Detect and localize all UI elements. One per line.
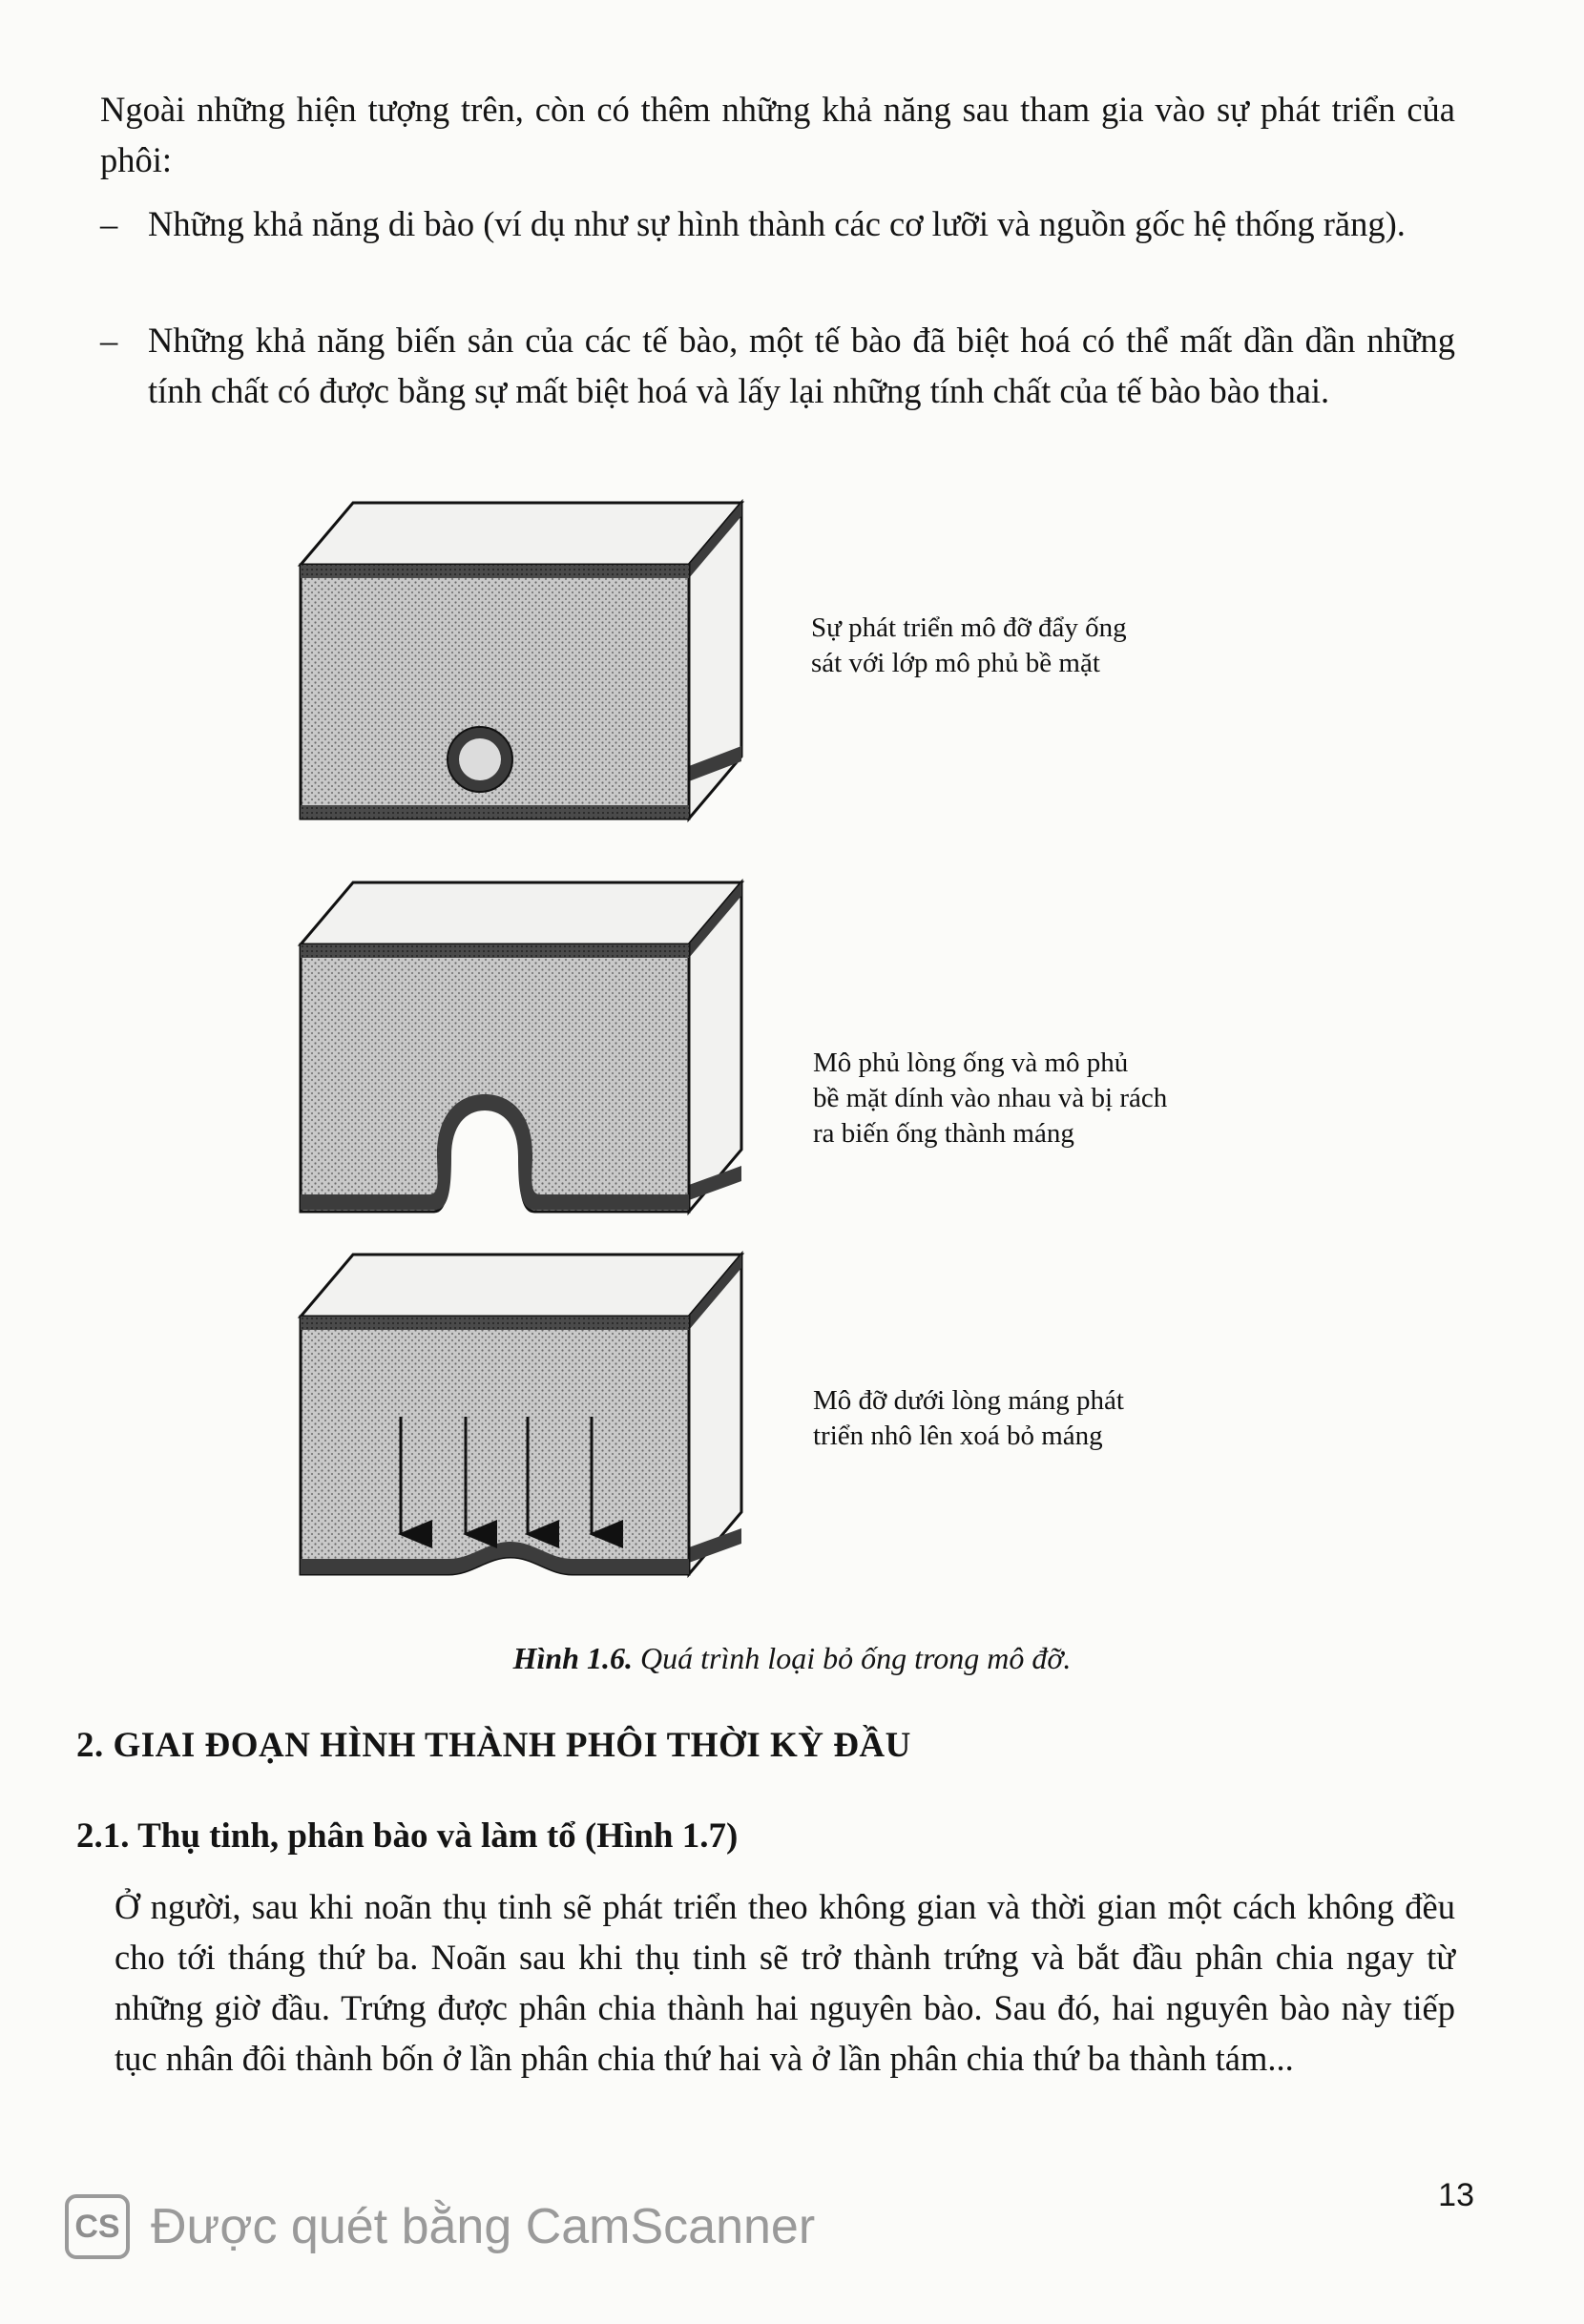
camscanner-logo-icon: CS xyxy=(65,2194,130,2259)
bullet-text: Những khả năng di bào (ví dụ như sự hình thành các cơ lưỡi và nguồn gốc hệ thống răng). xyxy=(148,204,1406,243)
caption-line: triển nhô lên xoá bỏ máng xyxy=(813,1421,1103,1451)
panel-2-caption xyxy=(813,1046,1167,1152)
bullet-marker: – xyxy=(100,321,118,360)
watermark-text: Được quét bằng CamScanner xyxy=(151,2199,816,2254)
caption-line: Mô đỡ dưới lòng máng phát xyxy=(813,1385,1124,1416)
bullet-text: Những khả năng biến sản của các tế bào, một tế bào đã biệt hoá có thể mất dần dần những tính chất có được bằng sự mất biệt hoá và lấy lại những tính chất của tế bào bào thai. xyxy=(148,321,1455,410)
caption-line: sát với lớp mô phủ bề mặt xyxy=(811,648,1100,678)
page-number: 13 xyxy=(1438,2177,1474,2213)
block-tube-in-connective-tissue xyxy=(301,503,741,819)
caption-line: ra biến ống thành máng xyxy=(813,1118,1074,1149)
bullet-marker: – xyxy=(100,204,118,243)
body-paragraph: Ở người, sau khi noãn thụ tinh sẽ phát triển theo không gian và thời gian một cách không đều cho tới tháng thứ ba. Noãn sau khi thụ tinh sẽ trở thành trứng và bắt đầu phân chia ngay từ những giờ đầu. Trứng được phân chia thành hai nguyên bào. Sau đó, hai nguyên bào này tiếp tục nhân đôi thành bốn ở lần phân chia thứ hai và ở lần phân chia thứ ba thành tám... xyxy=(115,1887,1455,2078)
panel-3-caption xyxy=(813,1383,1124,1454)
figure-caption-text: Quá trình loại bỏ ống trong mô đỡ. xyxy=(632,1641,1072,1675)
camscanner-watermark xyxy=(65,2194,815,2259)
subsection-heading: 2.1. Thụ tinh, phân bào và làm tổ (Hình 1.7) xyxy=(76,1816,739,1856)
section-heading: 2. GIAI ĐOẠN HÌNH THÀNH PHÔI THỜI KỲ ĐẦU xyxy=(76,1726,911,1765)
panel-1-caption xyxy=(811,611,1127,681)
caption-line: Mô phủ lòng ống và mô phủ xyxy=(813,1048,1129,1078)
block-groove-eliminated xyxy=(301,1255,741,1574)
caption-line: Sự phát triển mô đỡ đẩy ống xyxy=(811,612,1127,643)
intro-paragraph: Ngoài những hiện tượng trên, còn có thêm những khả năng sau tham gia vào sự phát triển của phôi: xyxy=(100,90,1455,179)
caption-line: bề mặt dính vào nhau và bị rách xyxy=(813,1083,1168,1113)
block-tube-becomes-groove xyxy=(301,882,741,1212)
figure-caption-label: Hình 1.6. xyxy=(512,1641,633,1675)
figure-caption xyxy=(0,1641,1584,1676)
